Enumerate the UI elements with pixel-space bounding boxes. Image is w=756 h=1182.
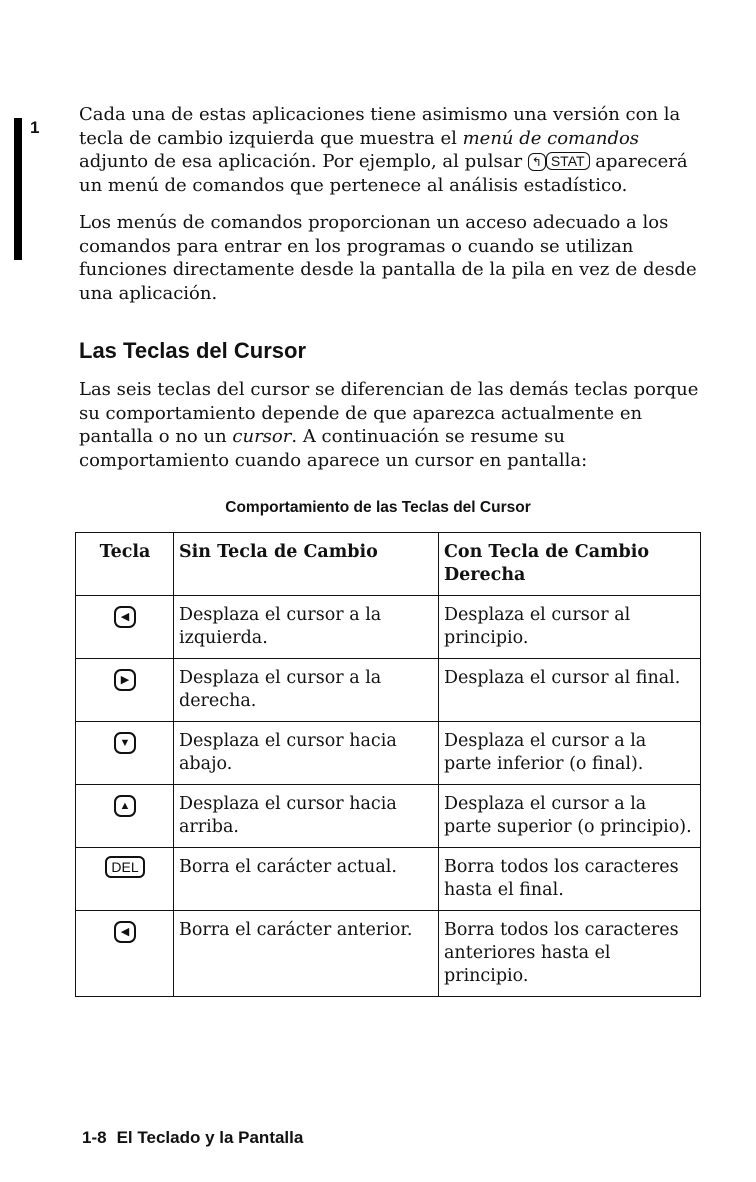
- stat-key: STAT: [546, 152, 590, 170]
- intro-p1-text-c: aparecerá un menú de comandos que pertenece al análisis estadístico.: [79, 151, 688, 196]
- no-shift-cell: Desplaza el cursor hacia abajo.: [174, 722, 439, 785]
- no-shift-cell: Borra el carácter anterior.: [174, 911, 439, 997]
- key-cell: [76, 659, 174, 722]
- left-arrow-key-icon: ◀: [114, 606, 136, 628]
- no-shift-cell: Borra el carácter actual.: [174, 848, 439, 911]
- table-row: [76, 785, 701, 848]
- intro-p1-emphasis: menú de comandos: [462, 127, 640, 149]
- table-row: [76, 596, 701, 659]
- right-shift-cell: Desplaza el cursor al principio.: [439, 596, 701, 659]
- key-cell: [76, 785, 174, 848]
- footer-title: El Teclado y la Pantalla: [116, 1128, 304, 1147]
- chapter-marker-bar: [14, 118, 22, 260]
- cursor-keys-table: [75, 532, 701, 997]
- right-shift-cell: Borra todos los caracteres anteriores hasta el principio.: [439, 911, 701, 997]
- intro-paragraph-2: Los menús de comandos proporcionan un acceso adecuado a los comandos para entrar en los programas o cuando se utilizan funciones directamente desde la pantalla de la pila en vez de desde una aplicación.: [79, 212, 697, 304]
- table-row: [76, 911, 701, 997]
- key-cell: [76, 596, 174, 659]
- section-p-emphasis: cursor: [232, 426, 292, 447]
- no-shift-cell: Desplaza el cursor a la izquierda.: [174, 596, 439, 659]
- key-cell: [76, 848, 174, 911]
- header-right-shift: Con Tecla de Cambio Derecha: [439, 533, 701, 596]
- table-row: [76, 848, 701, 911]
- intro-paragraph-1: [79, 103, 704, 197]
- right-shift-cell: Desplaza el cursor al final.: [439, 659, 701, 722]
- intro-p1-text-a: Cada una de estas aplicaciones tiene asimismo una versión con la tecla de cambio izquierda que muestra el: [79, 104, 681, 149]
- no-shift-cell: Desplaza el cursor hacia arriba.: [174, 785, 439, 848]
- header-no-shift: Sin Tecla de Cambio: [174, 533, 439, 596]
- key-cell: [76, 911, 174, 997]
- del-key: DEL: [105, 856, 144, 878]
- right-shift-cell: Desplaza el cursor a la parte inferior (o final).: [439, 722, 701, 785]
- right-shift-cell: Borra todos los caracteres hasta el final.: [439, 848, 701, 911]
- page-footer: [82, 1128, 303, 1148]
- table-row: [76, 722, 701, 785]
- header-key: Tecla: [76, 533, 174, 596]
- table-header-row: [76, 533, 701, 596]
- backspace-key-icon: ◀: [114, 921, 136, 943]
- table-caption: Comportamiento de las Teclas del Cursor: [225, 499, 531, 516]
- right-shift-cell: Desplaza el cursor a la parte superior (o principio).: [439, 785, 701, 848]
- section-p-text-b: . A continuación se resume su comportamiento cuando aparece un cursor en pantalla:: [79, 426, 588, 471]
- right-arrow-key-icon: ▶: [114, 669, 136, 691]
- section-p-text-a: Las seis teclas del cursor se diferencian de las demás teclas porque su comportamiento depende de que aparezca actualmente en pantalla o no un: [79, 379, 699, 447]
- section-paragraph: [79, 378, 704, 472]
- no-shift-cell: Desplaza el cursor a la derecha.: [174, 659, 439, 722]
- chapter-tab-number: 1: [30, 118, 40, 137]
- up-arrow-key-icon: ▲: [114, 795, 136, 817]
- intro-p1-text-b: adjunto de esa aplicación. Por ejemplo, al pulsar: [79, 151, 528, 172]
- section-heading: Las Teclas del Cursor: [79, 338, 307, 363]
- left-shift-key-icon: ↰: [528, 153, 546, 171]
- key-cell: [76, 722, 174, 785]
- down-arrow-key-icon: ▼: [114, 732, 136, 754]
- page-number: 1-8: [82, 1128, 107, 1147]
- table-row: [76, 659, 701, 722]
